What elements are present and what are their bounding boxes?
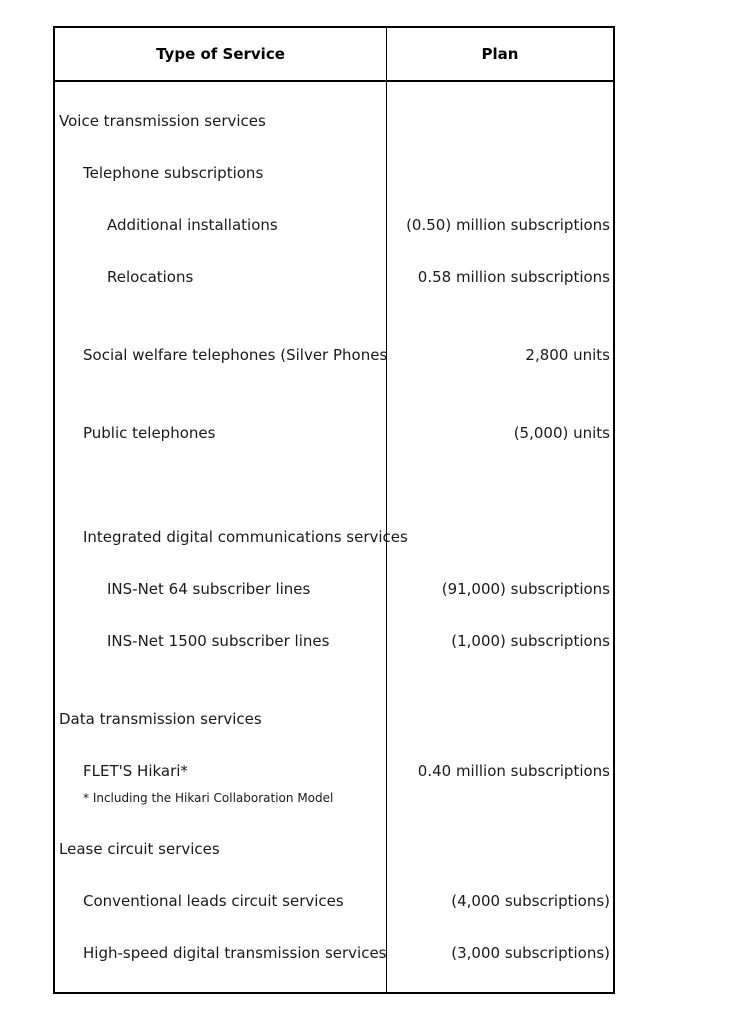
row-voice-transmission-label: Voice transmission services <box>59 112 266 130</box>
row-ins-net-1500-plan: (1,000) subscriptions <box>451 632 610 650</box>
header-plan: Plan <box>481 45 519 63</box>
row-public-telephones-plan: (5,000) units <box>513 424 610 442</box>
row-additional-installations-plan: (0.50) million subscriptions <box>406 216 610 234</box>
service-plan-table <box>53 26 615 994</box>
row-flets-hikari-plan: 0.40 million subscriptions <box>417 762 610 780</box>
header-rule <box>55 80 613 82</box>
row-high-speed-digital-label: High-speed digital transmission services <box>83 944 387 962</box>
column-divider <box>386 28 387 992</box>
row-high-speed-digital-plan: (3,000 subscriptions) <box>451 944 610 962</box>
row-telephone-subscriptions-label: Telephone subscriptions <box>83 164 264 182</box>
row-relocations-plan: 0.58 million subscriptions <box>417 268 610 286</box>
row-flets-hikari-label: FLET'S Hikari* <box>83 762 188 780</box>
row-public-telephones-label: Public telephones <box>83 424 216 442</box>
row-flets-hikari-note: * Including the Hikari Collaboration Model <box>83 791 334 805</box>
row-social-welfare-plan: 2,800 units <box>525 346 610 364</box>
row-conventional-leads-label: Conventional leads circuit services <box>83 892 344 910</box>
row-social-welfare-label: Social welfare telephones (Silver Phones <box>83 346 388 364</box>
row-relocations-label: Relocations <box>107 268 194 286</box>
row-additional-installations-label: Additional installations <box>107 216 278 234</box>
row-data-transmission-label: Data transmission services <box>59 710 262 728</box>
row-integrated-digital-label: Integrated digital communications services <box>83 528 408 546</box>
row-lease-circuit-label: Lease circuit services <box>59 840 220 858</box>
row-ins-net-64-label: INS-Net 64 subscriber lines <box>107 580 311 598</box>
row-conventional-leads-plan: (4,000 subscriptions) <box>451 892 610 910</box>
header-type-of-service: Type of Service <box>156 45 285 63</box>
row-ins-net-64-plan: (91,000) subscriptions <box>441 580 610 598</box>
row-ins-net-1500-label: INS-Net 1500 subscriber lines <box>107 632 330 650</box>
